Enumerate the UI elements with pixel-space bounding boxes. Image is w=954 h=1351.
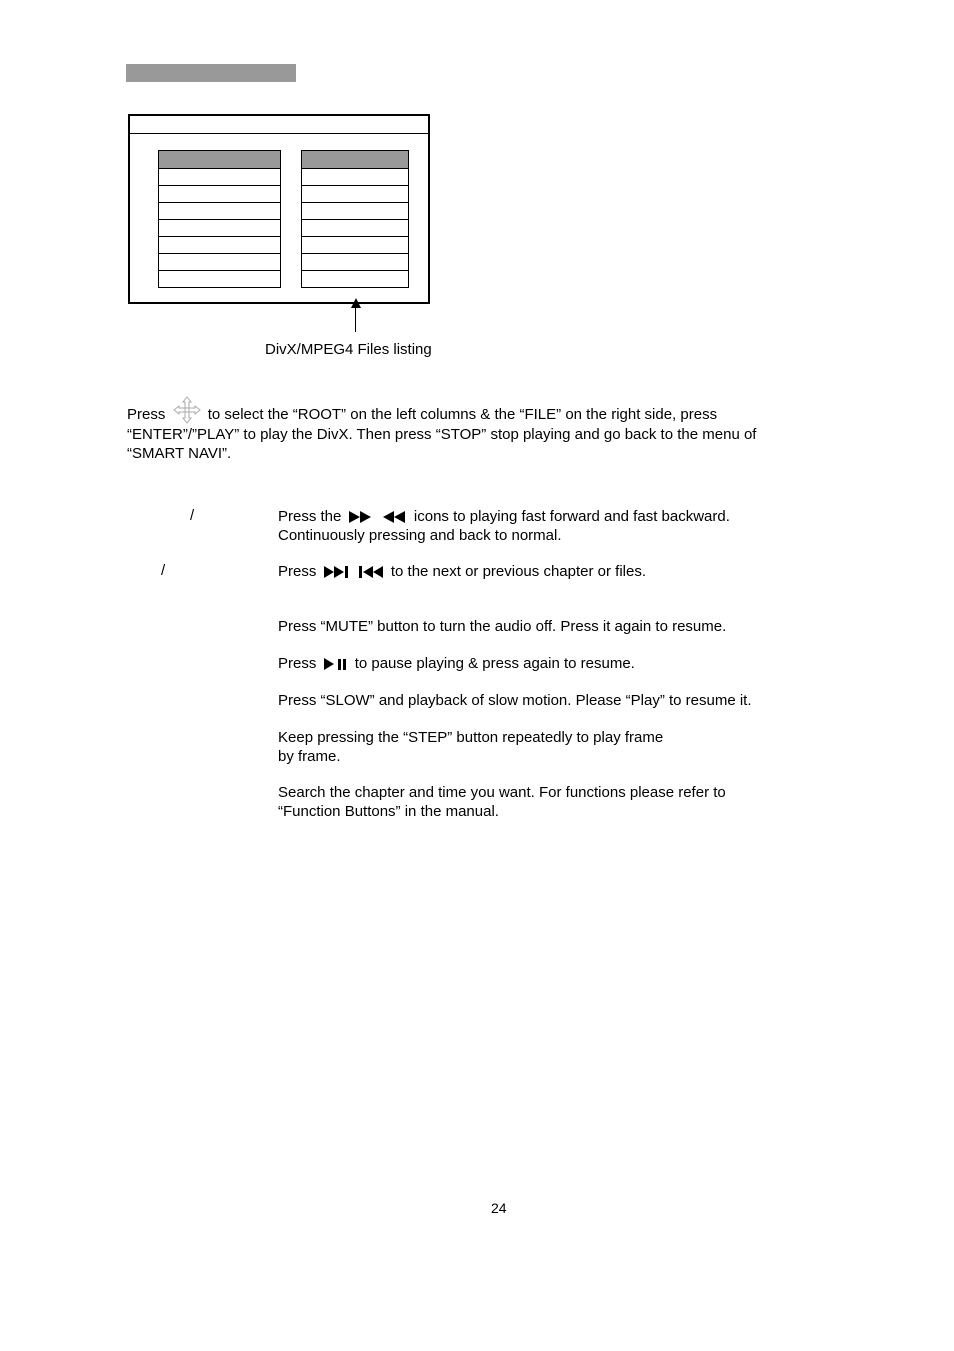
search-line1: Search the chapter and time you want. For functions please refer to (278, 784, 726, 801)
fast-forward-icon (349, 511, 373, 523)
root-column-row (159, 168, 280, 185)
diagram-title-bar (130, 116, 428, 134)
root-column-header (159, 151, 280, 168)
pause-description (278, 654, 808, 673)
intro-paragraph (127, 395, 817, 463)
skip-text-before: Press (278, 563, 317, 580)
root-column-row (159, 185, 280, 202)
fast-text-line2: Continuously pressing and back to normal. (278, 527, 562, 544)
arrow-up-icon (351, 298, 361, 308)
file-listing-diagram (128, 114, 430, 304)
play-pause-icon (324, 658, 348, 670)
skip-description (278, 562, 808, 581)
next-track-icon (324, 566, 349, 578)
skip-label-slash: / (161, 562, 166, 579)
file-column-row (302, 253, 408, 270)
file-column-row (302, 185, 408, 202)
intro-text: to select the “ROOT” on the left columns & the “FILE” on the right side, press “ENTER”/”PLAY” to play the DivX. Then press “STOP” stop playing and go back to the menu of “SMART NAVI”. (127, 406, 757, 462)
search-description (278, 783, 808, 821)
pause-text-after: to pause playing & press again to resume. (354, 655, 635, 672)
file-column-row (302, 270, 408, 287)
four-way-arrow-icon (172, 395, 202, 425)
page-number: 24 (491, 1200, 507, 1216)
root-column-row (159, 202, 280, 219)
step-description (278, 728, 808, 766)
root-column-row (159, 253, 280, 270)
arrow-pointer-line (355, 306, 356, 332)
section-header-bar (126, 64, 296, 82)
step-line1: Keep pressing the “STEP” button repeatedly to play frame (278, 729, 664, 746)
search-line2: “Function Buttons” in the manual. (278, 803, 499, 820)
mute-description: Press “MUTE” button to turn the audio off. Press it again to resume. (278, 618, 727, 635)
diagram-caption: DivX/MPEG4 Files listing (265, 341, 432, 358)
fast-text-before: Press the (278, 508, 342, 525)
file-column (301, 150, 409, 288)
file-column-row (302, 168, 408, 185)
file-column-row (302, 236, 408, 253)
skip-text-after: to the next or previous chapter or files. (390, 563, 646, 580)
step-line2: by frame. (278, 748, 341, 765)
intro-press: Press (127, 406, 166, 423)
file-column-header (302, 151, 408, 168)
file-column-row (302, 202, 408, 219)
slow-description: Press “SLOW” and playback of slow motion. Please “Play” to resume it. (278, 692, 752, 709)
previous-track-icon (359, 566, 384, 578)
file-column-row (302, 219, 408, 236)
fast-backward-icon (383, 511, 407, 523)
fast-text-after: icons to playing fast forward and fast backward. (413, 508, 730, 525)
fast-label-slash: / (190, 507, 195, 524)
root-column-row (159, 236, 280, 253)
root-column (158, 150, 281, 288)
pause-text-before: Press (278, 655, 317, 672)
fast-description (278, 507, 808, 545)
root-column-row (159, 219, 280, 236)
root-column-row (159, 270, 280, 287)
